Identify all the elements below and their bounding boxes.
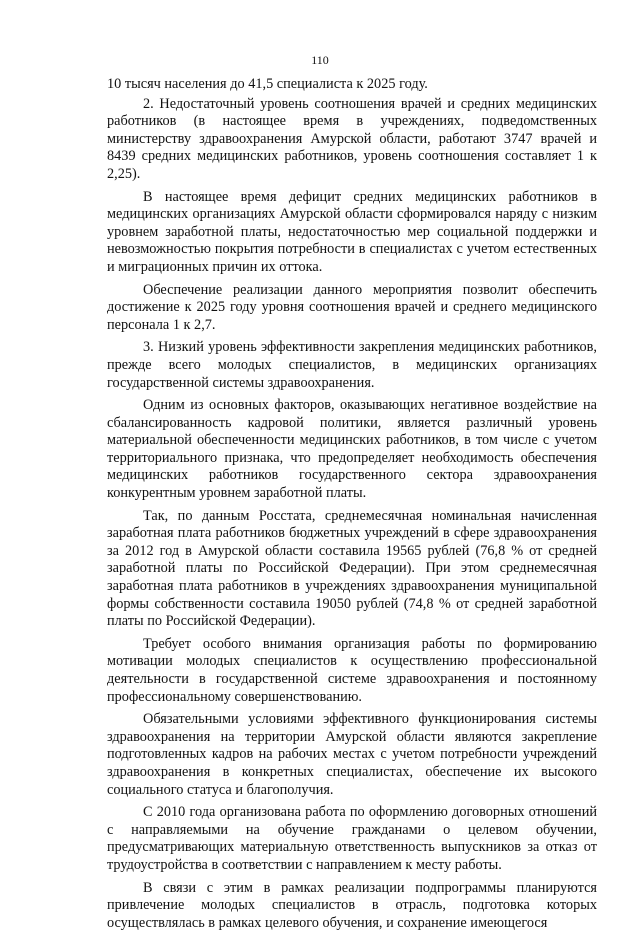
paragraph: В настоящее время дефицит средних медицинских работников в медицинских организациях Амурской области сформировался наряду с низким уровнем заработной платы, недостаточностью мер социальной поддержки и невозможностью покрытия потребности в специалистах с учетом естественных и миграционных причин их оттока. (107, 188, 597, 275)
paragraph: 2. Недостаточный уровень соотношения врачей и средних медицинских работников (в настоящее время в учреждениях, подведомственных министерству здравоохранения Амурской области, работают 3747 врачей и 8439 средних медицинских работников, уровень соотношения составляет 1 к 2,25). (107, 95, 597, 182)
paragraph: Обеспечение реализации данного мероприятия позволит обеспечить достижение к 2025 году уровня соотношения врачей и среднего медицинского персонала 1 к 2,7. (107, 281, 597, 333)
paragraph: С 2010 года организована работа по оформлению договорных отношений с направляемыми на обучение гражданами о целевом обучении, предусматривающих материальную ответственность выпускников за отказ от трудоустройства в соответствии с направлением к месту работы. (107, 804, 597, 873)
paragraph: Одним из основных факторов, оказывающих негативное воздействие на сбалансированность кадровой политики, является различный уровень материальной обеспеченности медицинских работников, в том числе с учетом территориального признака, что предопределяет необходимость обеспечения медицинских работников государственного сектора здравоохранения конкурентным уровнем заработной платы. (107, 397, 597, 502)
paragraph: 3. Низкий уровень эффективности закрепления медицинских работников, прежде всего молодых специалистов, в медицинских организациях государственной системы здравоохранения. (107, 339, 597, 391)
document-body (107, 76, 597, 937)
paragraph: Требует особого внимания организация работы по формированию мотивации молодых специалистов к осуществлению профессиональной деятельности в государственной системе здравоохранения и постоянному профессиональному совершенствованию. (107, 635, 597, 705)
page-number: 110 (311, 53, 329, 67)
paragraph: Обязательными условиями эффективного функционирования системы здравоохранения на территории Амурской области являются закрепление подготовленных кадров на рабочих местах с учетом потребности учреждений здравоохранения в конкретных специалистах, обеспечение их высокого социального статуса и благополучия. (107, 711, 597, 798)
paragraph: 10 тысяч населения до 41,5 специалиста к 2025 году. (107, 76, 428, 92)
paragraph: В связи с этим в рамках реализации подпрограммы планируются привлечение молодых специалистов в отрасль, подготовка которых осуществлялась в рамках целевого обучения, и сохранение имеющегося (107, 879, 597, 931)
paragraph: Так, по данным Росстата, среднемесячная номинальная начисленная заработная плата работников бюджетных учреждений в сфере здравоохранения за 2012 год в Амурской области составила 19565 рублей (76,8 % от средней заработной платы по Российской Федерации). При этом среднемесячная заработная плата работников в учреждениях здравоохранения муниципальной формы собственности составила 19050 рублей (74,8 % от средней заработной платы по Российской Федерации). (107, 507, 597, 630)
